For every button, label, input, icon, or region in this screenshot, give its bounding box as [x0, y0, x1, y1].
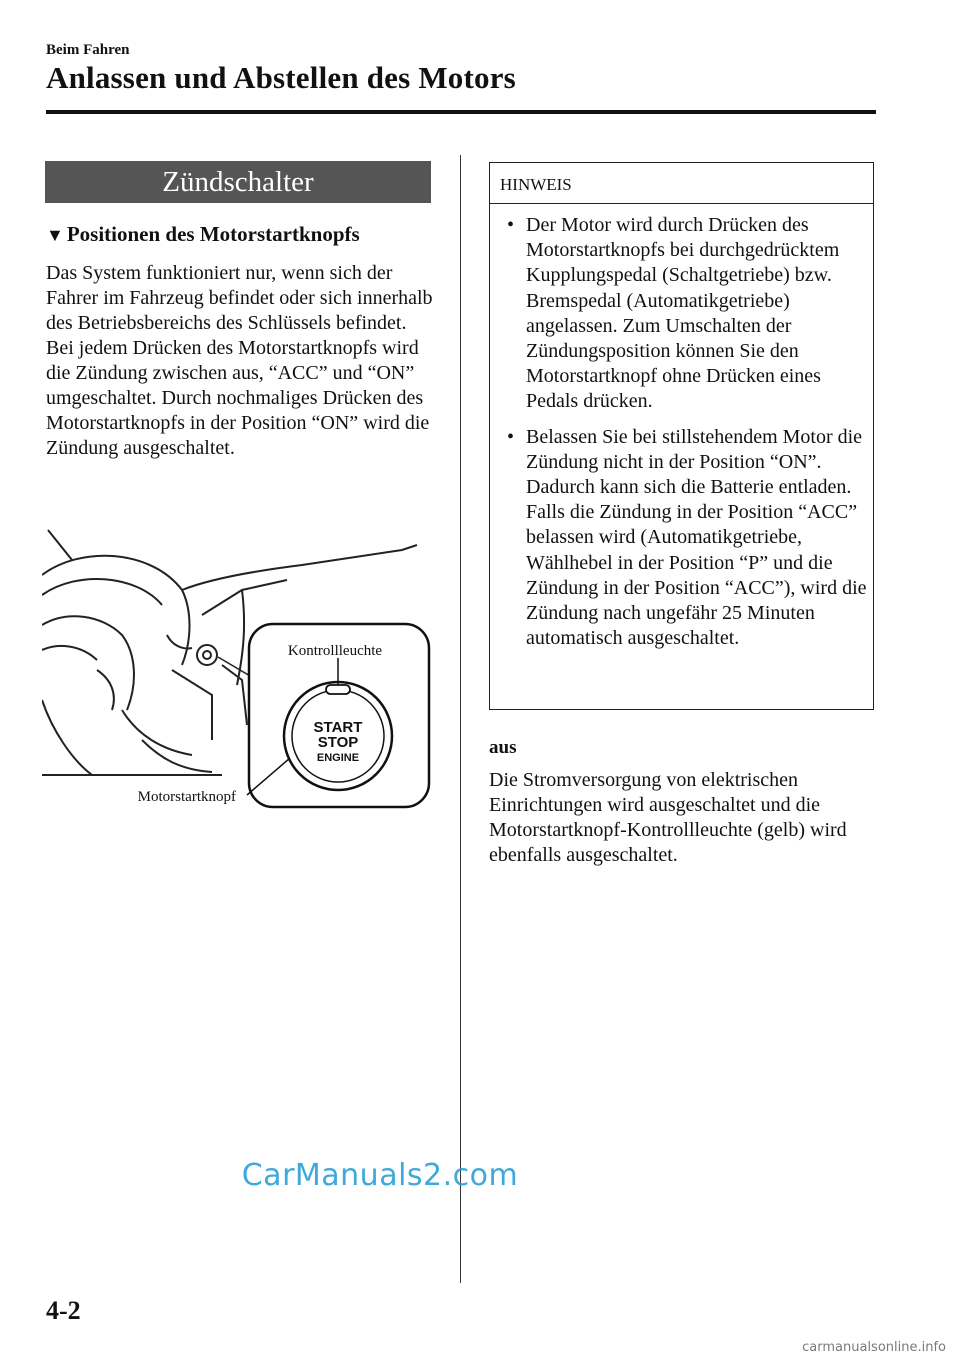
note-box	[489, 162, 874, 710]
button-text-stop: STOP	[317, 734, 359, 751]
paragraph: Bei jedem Drücken des Motorstartknopfs wird die Zündung zwischen aus, “ACC” und “ON” umgeschaltet. Durch nochmaliges Drücken des Motorstartknopfs in der Position “ON” wird die Zündung ausgeschaltet.	[46, 337, 430, 459]
note-item	[496, 425, 868, 652]
bullet-icon: •	[507, 214, 515, 236]
label-indicator: Kontrollleuchte	[287, 643, 383, 659]
note-item-text: Belassen Sie bei stillstehendem Motor die Zündung nicht in der Position “ON”. Dadurch kann sich die Batterie entladen. Falls die Zündung in der Position “ACC” belassen wird (Automatikgetriebe, Wählhebel in der Position “P” und die Zündung in der Position “ACC”), wird die Zündung nach ungefähr 25 Minuten automatisch ausgeschaltet.	[526, 425, 867, 650]
left-body-text	[46, 261, 446, 461]
note-item-text: Der Motor wird durch Drücken des Motorstartknopfs bei durchgedrücktem Kupplungspedal (Schaltgetriebe) bzw. Bremspedal (Automatikgetriebe) angelassen. Zum Umschalten der Zündungsposition können Sie den Motorstartknopf ohne Drücken eines Pedals drücken.	[526, 214, 840, 413]
column-divider	[460, 155, 461, 1283]
right-body-text: Die Stromversorgung von elektrischen Einrichtungen wird ausgeschaltet und die Motorstartknopf-Kontrollleuchte (gelb) wird ebenfalls ausgeschaltet.	[489, 769, 847, 866]
triangle-marker-icon: ▼	[46, 225, 64, 245]
note-list	[496, 213, 868, 661]
note-title: HINWEIS	[500, 175, 572, 194]
start-button-illustration	[42, 520, 434, 810]
note-separator	[490, 203, 873, 204]
bullet-icon: •	[507, 425, 515, 448]
footer-watermark: carmanualsonline.info	[802, 1340, 946, 1355]
page-number: 4-2	[46, 1296, 81, 1325]
subheading-text: Positionen des Motorstartknopfs	[66, 222, 360, 246]
paragraph: Das System funktioniert nur, wenn sich der Fahrer im Fahrzeug befindet oder sich innerhalb des Betriebsbereichs des Schlüssels befindet.	[46, 262, 433, 334]
section-heading-banner: Zündschalter	[45, 161, 431, 203]
label-start-button: Motorstartknopf	[137, 789, 236, 805]
watermark: CarManuals2.com	[241, 1158, 519, 1193]
section-label: Beim Fahren	[46, 42, 130, 58]
subheading	[46, 222, 360, 247]
chapter-title: Anlassen und Abstellen des Motors	[46, 60, 516, 95]
button-text-start: START	[313, 719, 363, 736]
header-rule	[46, 110, 876, 114]
note-item	[496, 213, 868, 415]
indicator-light-icon	[326, 685, 350, 694]
button-text-engine: ENGINE	[316, 752, 360, 764]
subheading-aus: aus	[489, 737, 517, 758]
dashboard-figure	[42, 520, 434, 810]
